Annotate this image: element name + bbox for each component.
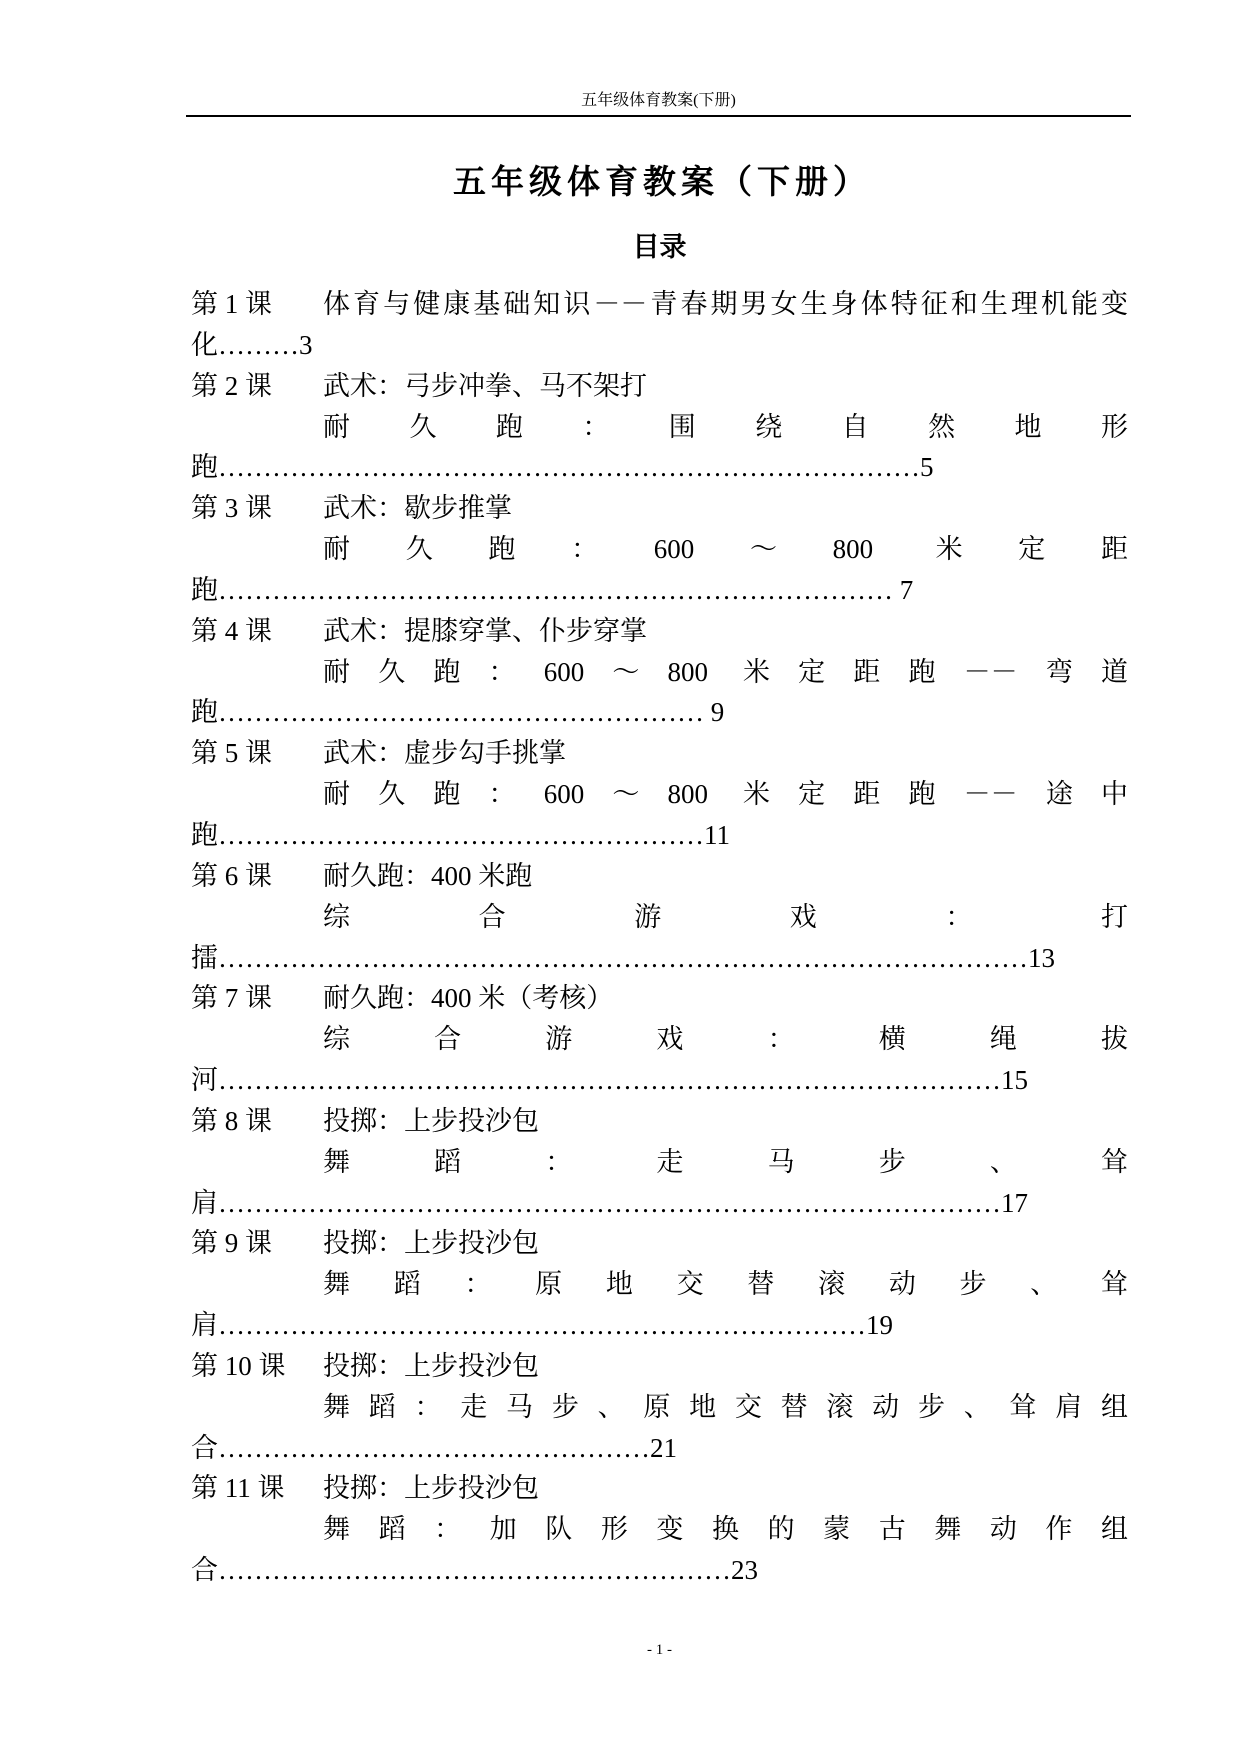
lesson-topic: 耐久跑：600～800 米定距: [323, 534, 1128, 565]
toc-entry-2-leader-line: [191, 447, 1128, 488]
toc-leader: 跑………………………………………………: [191, 819, 704, 850]
lesson-topic: 耐久跑：400 米跑: [323, 860, 533, 891]
toc-leader: 肩……………………………………………………………………………: [191, 1187, 1001, 1218]
toc-page-number: 19: [866, 1310, 893, 1341]
toc-entry-9-leader-line: [191, 1305, 1128, 1346]
toc-entry-6-line-1: [191, 856, 1128, 897]
toc-page-number: 11: [704, 819, 730, 850]
toc-page-number: 9: [710, 697, 725, 728]
lesson-label: 第 2 课: [191, 370, 272, 401]
toc-leader: 跑………………………………………………: [191, 697, 711, 728]
lesson-topic: 武术：弓步冲拳、马不架打: [323, 370, 647, 401]
lesson-topic: 投掷：上步投沙包: [323, 1473, 539, 1504]
toc-entry-5-line-1: [191, 733, 1128, 774]
lesson-topic: 体育与健康基础知识－－青春期男女生身体特征和生理机能变: [323, 289, 1128, 319]
lesson-topic: 舞蹈：走马步、原地交替滚动步、耸肩组: [323, 1391, 1128, 1422]
toc-leader: 河……………………………………………………………………………: [191, 1065, 1001, 1096]
toc-page-number: 13: [1028, 942, 1055, 973]
lesson-topic: 舞蹈：原地交替滚动步、耸: [323, 1269, 1128, 1300]
header-rule: [186, 115, 1131, 117]
toc-leader: 跑……………………………………………………………………: [191, 452, 920, 483]
toc-entry-8-line-1: [191, 1101, 1128, 1142]
lesson-label: 第 3 课: [191, 493, 272, 524]
toc-entry-4-leader-line: [191, 692, 1128, 733]
lesson-topic: 武术：虚步勾手挑掌: [323, 738, 566, 769]
lesson-topic: 耐久跑：600～800 米定距跑－－途中: [323, 779, 1128, 810]
lesson-topic: 综合游戏：打: [323, 901, 1128, 932]
toc-leader: 化………: [191, 329, 299, 360]
table-of-contents: [191, 284, 1128, 1591]
toc-entry-7-leader-line: [191, 1060, 1128, 1101]
lesson-topic: 舞蹈：加队形变换的蒙古舞动作组: [323, 1514, 1128, 1545]
document-title: 五年级体育教案（下册）: [453, 165, 871, 201]
toc-entry-1-leader-line: [191, 325, 1128, 366]
toc-leader: 擂………………………………………………………………………………: [191, 942, 1028, 973]
toc-entry-9-line-1: [191, 1223, 1128, 1264]
toc-entry-8-leader-line: [191, 1183, 1128, 1224]
toc-entry-10-leader-line: [191, 1428, 1128, 1469]
toc-entry-5-leader-line: [191, 815, 1128, 856]
lesson-label: 第 7 课: [191, 983, 272, 1014]
toc-page-number: 3: [299, 329, 313, 360]
lesson-topic: 综合游戏：横绳拔: [323, 1024, 1128, 1055]
toc-entry-9-line-2: [191, 1264, 1128, 1305]
toc-page-number: 15: [1001, 1065, 1028, 1096]
lesson-label: 第 8 课: [191, 1105, 272, 1136]
lesson-topic: 武术：歇步推掌: [323, 493, 512, 524]
toc-entry-11-line-1: [191, 1468, 1128, 1509]
toc-entry-3-line-1: [191, 488, 1128, 529]
lesson-topic: 耐久跑：围绕自然地形: [323, 411, 1128, 442]
lesson-label: 第 5 课: [191, 738, 272, 769]
toc-entry-2-line-2: [191, 407, 1128, 448]
toc-entry-11-line-2: [191, 1509, 1128, 1550]
toc-entry-5-line-2: [191, 774, 1128, 815]
lesson-label: 第 9 课: [191, 1228, 272, 1259]
toc-page-number: 21: [650, 1432, 677, 1463]
toc-entry-7-line-2: [191, 1019, 1128, 1060]
toc-page-number: 23: [731, 1555, 758, 1586]
toc-entry-6-line-2: [191, 897, 1128, 938]
lesson-topic: 耐久跑：600～800 米定距跑－－弯道: [323, 656, 1128, 687]
toc-entry-4-line-1: [191, 611, 1128, 652]
toc-entry-7-line-1: [191, 978, 1128, 1019]
toc-leader: 跑…………………………………………………………………: [191, 574, 900, 605]
lesson-topic: 投掷：上步投沙包: [323, 1228, 539, 1259]
toc-entry-3-line-2: [191, 529, 1128, 570]
toc-page-number: 5: [920, 452, 934, 483]
lesson-label: 第 6 课: [191, 860, 272, 891]
toc-entry-11-leader-line: [191, 1550, 1128, 1591]
toc-leader: 肩………………………………………………………………: [191, 1310, 866, 1341]
toc-entry-1-line-1: [191, 284, 1128, 325]
lesson-topic: 投掷：上步投沙包: [323, 1105, 539, 1136]
toc-leader: 合…………………………………………………: [191, 1555, 731, 1586]
toc-entry-6-leader-line: [191, 938, 1128, 979]
lesson-topic: 投掷：上步投沙包: [323, 1350, 539, 1381]
toc-leader: 合…………………………………………: [191, 1432, 650, 1463]
toc-entry-10-line-1: [191, 1346, 1128, 1387]
page-number: - 1 -: [647, 1642, 672, 1658]
toc-page-number: 7: [899, 574, 914, 605]
lesson-topic: 舞蹈：走马步、耸: [323, 1146, 1128, 1177]
toc-entry-2-line-1: [191, 366, 1128, 407]
toc-page-number: 17: [1001, 1187, 1028, 1218]
lesson-label: 第 1 课: [191, 289, 272, 319]
toc-entry-3-leader-line: [191, 570, 1128, 611]
toc-entry-8-line-2: [191, 1142, 1128, 1183]
lesson-topic: 耐久跑：400 米（考核）: [323, 983, 614, 1014]
toc-heading: 目录: [632, 232, 687, 263]
running-header: 五年级体育教案(下册): [581, 92, 736, 109]
lesson-label: 第 11 课: [191, 1473, 285, 1504]
toc-entry-4-line-2: [191, 652, 1128, 693]
toc-entry-10-line-2: [191, 1387, 1128, 1428]
lesson-topic: 武术：提膝穿掌、仆步穿掌: [323, 615, 647, 646]
lesson-label: 第 4 课: [191, 615, 272, 646]
lesson-label: 第 10 课: [191, 1350, 286, 1381]
